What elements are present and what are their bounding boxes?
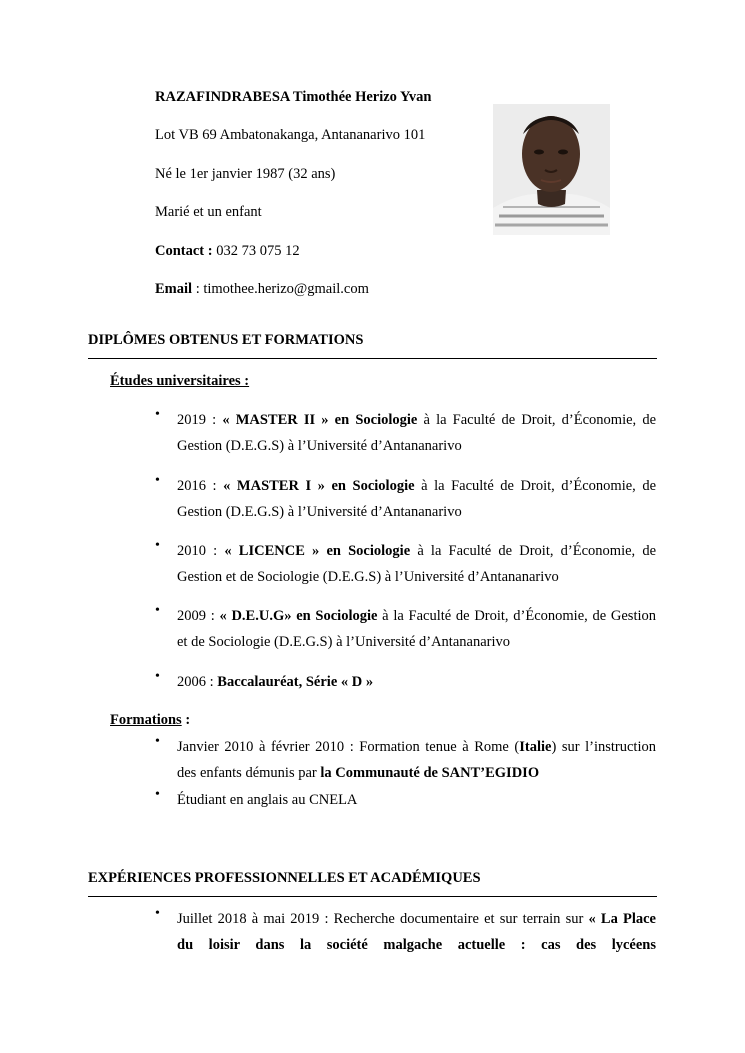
list-item-line: Juillet 2018 à mai 2019 : Recherche documentaire et sur terrain sur « La Place [177,911,656,927]
list-item [155,734,656,786]
section-divider [88,358,657,359]
candidate-name: RAZAFINDRABESA Timothée Herizo Yvan [155,89,432,105]
contact-line [155,243,300,260]
list-item [155,603,656,655]
list-item-line: 2009 : « D.E.U.G» en Sociologie à la Faculté de Droit, d’Économie, de Gestion [177,608,657,624]
family-status: Marié et un enfant [155,204,262,220]
list-item-line: 2006 : Baccalauréat, Série « D » [177,674,374,690]
list-item-line: des enfants démunis par la Communauté de SANT’EGIDIO [177,765,540,781]
bullet-icon: • [155,734,160,749]
section-title-diplomas: DIPLÔMES OBTENUS ET FORMATIONS [88,332,364,348]
list-item-line: et de Sociologie (D.E.G.S) à l’Université d’Antananarivo [177,634,511,650]
list-item-line: Janvier 2010 à février 2010 : Formation tenue à Rome (Italie) sur l’instruction [177,739,656,755]
list-item [155,538,656,590]
contact-label: Contact : [155,243,213,259]
list-item [155,669,656,695]
bullet-icon: • [155,538,160,553]
contact-phone: 032 73 075 12 [212,243,300,259]
bullet-icon: • [155,669,160,684]
email-line [155,281,369,298]
list-item [155,473,656,525]
list-item-line: Gestion et de Sociologie (D.E.G.S) à l’Université d’Antananarivo [177,569,559,585]
bullet-icon: • [155,906,160,921]
list-item-line: 2019 : « MASTER II » en Sociologie à la Faculté de Droit, d’Économie, de [177,412,657,428]
section-title-experience: EXPÉRIENCES PROFESSIONNELLES ET ACADÉMIQUES [88,870,481,886]
portrait-illustration [493,104,610,235]
profile-photo [493,104,610,235]
bullet-icon: • [155,603,160,618]
section-divider [88,896,657,897]
birth-info: Né le 1er janvier 1987 (32 ans) [155,166,336,182]
bullet-icon: • [155,407,160,422]
list-item [155,906,656,958]
list-item-line: Étudiant en anglais au CNELA [177,792,358,808]
list-item-line: 2010 : « LICENCE » en Sociologie à la Faculté de Droit, d’Économie, de [177,543,657,559]
list-item-line: 2016 : « MASTER I » en Sociologie à la Faculté de Droit, d’Économie, de [177,478,657,494]
list-item-line: Gestion (D.E.G.S) à l’Université d’Antananarivo [177,438,462,454]
list-item-line: Gestion (D.E.G.S) à l’Université d’Antananarivo [177,504,462,520]
subheading-formations: Formations : [110,712,191,728]
email-value: : timothee.herizo@gmail.com [192,281,369,297]
address: Lot VB 69 Ambatonakanga, Antananarivo 101 [155,127,426,143]
subheading-university: Études universitaires : [110,373,250,389]
list-item [155,787,656,813]
list-item-line: du loisir dans la société malgache actuelle : cas des lycéens [177,937,656,953]
bullet-icon: • [155,473,160,488]
bullet-icon: • [155,787,160,802]
list-item [155,407,656,459]
email-label: Email [155,281,193,297]
